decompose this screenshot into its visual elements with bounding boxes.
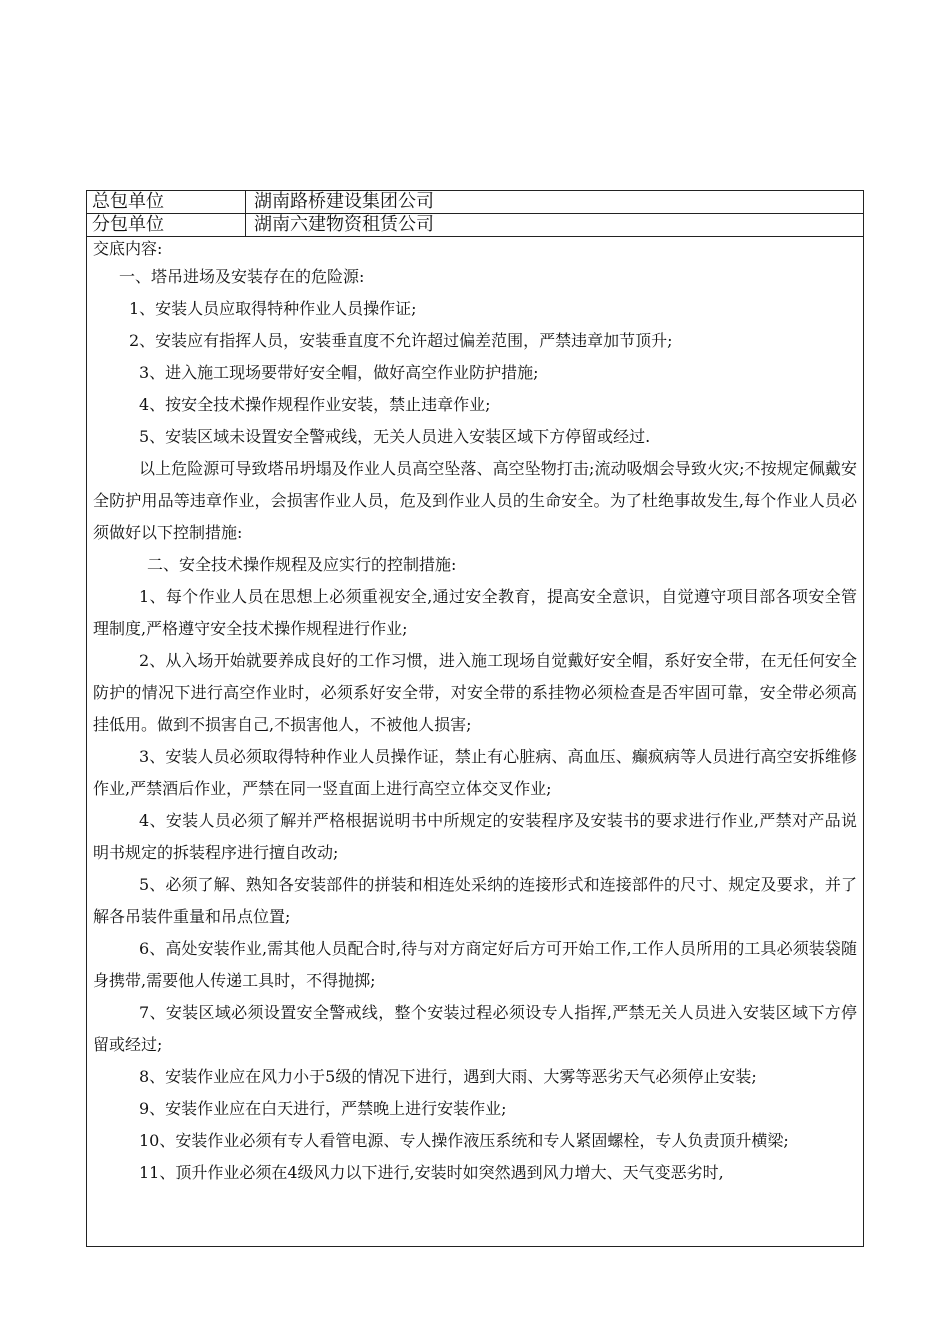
hazard-item: 1、安装人员应取得特种作业人员操作证; — [129, 299, 417, 318]
measure-item: 11、顶升作业必须在4级风力以下进行,安装时如突然遇到风力增大、天气变恶劣时, — [139, 1163, 724, 1182]
measure-item: 3、安装人员必须取得特种作业人员操作证，禁止有心脏病、高血压、癫疯病等人员进行高空安拆维修作业,严禁酒后作业，严禁在同一竖直面上进行高空立体交叉作业; — [93, 747, 857, 798]
contractor-label: 总包单位 — [87, 191, 246, 213]
hazard-summary: 以上危险源可导致塔吊坍塌及作业人员高空坠落、高空坠物打击;流动吸烟会导致火灾;不按规定佩戴安全防护用品等违章作业，会损害作业人员，危及到作业人员的生命安全。为了杜绝事故发生,每个作业人员必须做好以下控制措施: — [93, 459, 857, 542]
subcontractor-row — [87, 214, 863, 237]
measure-item: 7、安装区域必须设置安全警戒线，整个安装过程必须设专人指挥,严禁无关人员进入安装区域下方停留或经过; — [93, 1003, 857, 1054]
measure-item: 8、安装作业应在风力小于5级的情况下进行，遇到大雨、大雾等恶劣天气必须停止安装; — [139, 1067, 757, 1086]
hazard-item: 2、安装应有指挥人员，安装垂直度不允许超过偏差范围，严禁违章加节顶升; — [129, 331, 673, 350]
measure-item: 1、每个作业人员在思想上必须重视安全,通过安全教育，提高安全意识，自觉遵守项目部各项安全管理制度,严格遵守安全技术操作规程进行作业; — [93, 587, 857, 638]
subcontractor-label: 分包单位 — [87, 214, 246, 236]
contractor-row — [87, 191, 863, 214]
content-heading: 交底内容: — [93, 239, 163, 258]
hazard-item: 5、安装区域未设置安全警戒线，无关人员进入安装区域下方停留或经过. — [139, 427, 651, 446]
hazard-item: 3、进入施工现场要带好安全帽，做好高空作业防护措施; — [139, 363, 539, 382]
measure-item: 2、从入场开始就要养成良好的工作习惯，进入施工现场自觉戴好安全帽，系好安全带，在无任何安全防护的情况下进行高空作业时，必须系好安全带，对安全带的系挂物必须检查是否牢固可靠，安全带必须高挂低用。做到不损害自己,不损害他人，不被他人损害; — [93, 651, 857, 734]
measure-item: 6、高处安装作业,需其他人员配合时,待与对方商定好后方可开始工作,工作人员所用的工具必须装袋随身携带,需要他人传递工具时，不得抛掷; — [93, 939, 857, 990]
measure-item: 9、安装作业应在白天进行，严禁晚上进行安装作业; — [139, 1099, 507, 1118]
contractor-value: 湖南路桥建设集团公司 — [254, 191, 434, 212]
hazard-item: 4、按安全技术操作规程作业安装，禁止违章作业; — [139, 395, 491, 414]
measure-item: 4、安装人员必须了解并严格根据说明书中所规定的安装程序及安装书的要求进行作业,严禁对产品说明书规定的拆装程序进行擅自改动; — [93, 811, 857, 862]
measure-item: 5、必须了解、熟知各安装部件的拼装和相连处采纳的连接形式和连接部件的尺寸、规定及要求，并了解各吊装件重量和吊点位置; — [93, 875, 857, 926]
disclosure-table — [86, 190, 864, 1247]
subcontractor-value: 湖南六建物资租赁公司 — [254, 214, 434, 235]
section-title: 一、塔吊进场及安装存在的危险源: — [119, 267, 365, 286]
measure-item: 10、安装作业必须有专人看管电源、专人操作液压系统和专人紧固螺栓，专人负责顶升横梁; — [139, 1131, 789, 1150]
section-title: 二、安全技术操作规程及应实行的控制措施: — [147, 555, 457, 574]
disclosure-content — [87, 237, 863, 1189]
